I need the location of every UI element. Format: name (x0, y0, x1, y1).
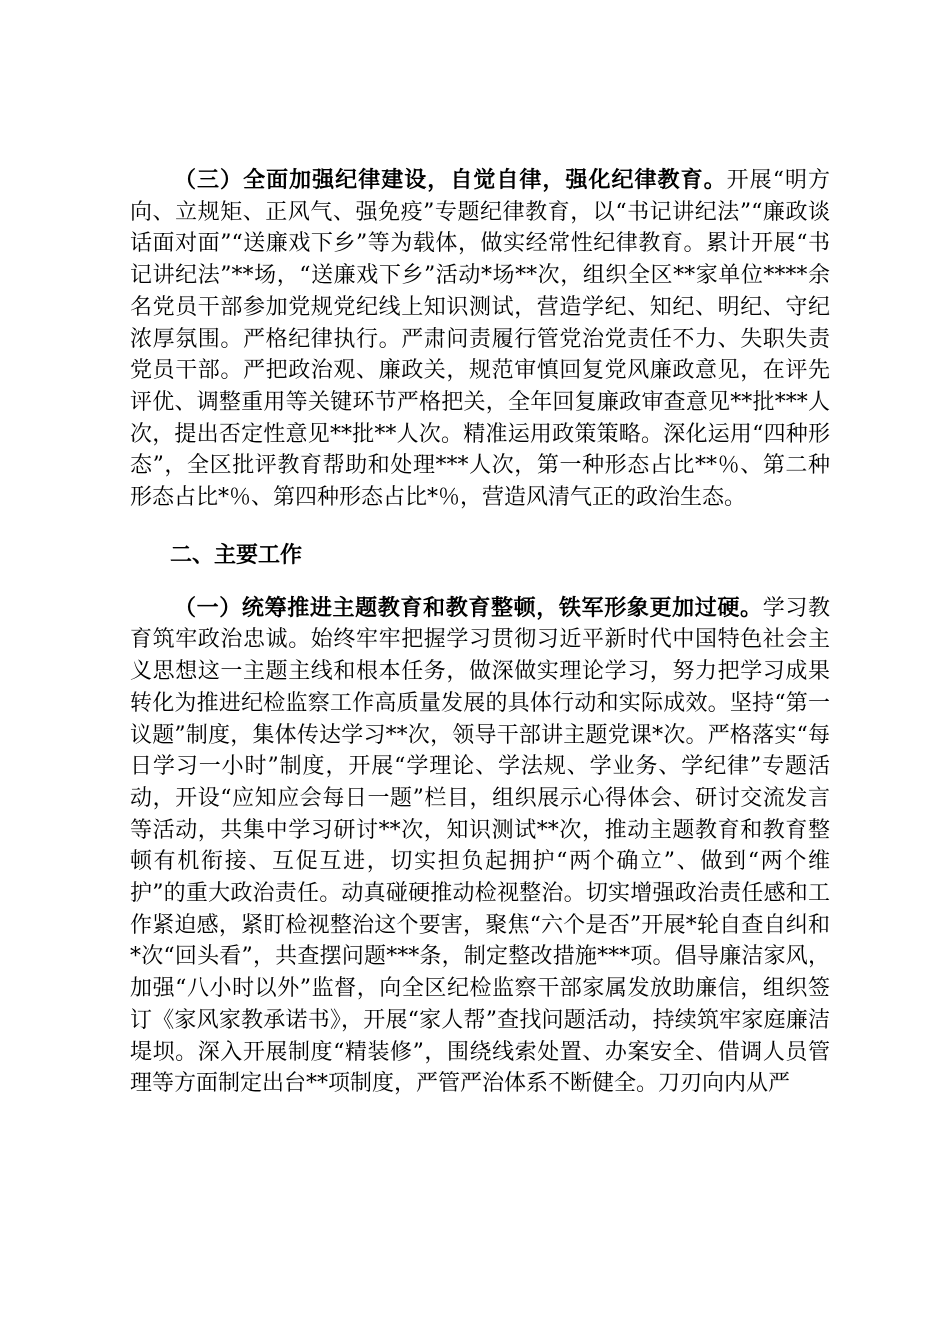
work-1-paragraph (130, 593, 830, 1100)
section-3-lead: （三）全面加强纪律建设，自觉自律，强化纪律教育。 (174, 168, 727, 193)
section-3-body: 开展“明方向、立规矩、正风气、强免疫”专题纪律教育，以“书记讲纪法”“廉政谈话面对面”“送廉戏下乡”等为载体，做实经常性纪律教育。累计开展“书记讲纪法”**场，“送廉戏下乡”活动*场**次，组织全区**家单位****余名党员干部参加党规党纪线上知识测试，营造学纪、知纪、明纪、守纪浓厚氛围。严格纪律执行。严肃问责履行管党治党责任不力、失职失责党员干部。严把政治观、廉政关，规范审慎回复党风廉政意见，在评先评优、调整重用等关键环节严格把关，全年回复廉政审查意见**批***人次，提出否定性意见**批**人次。精准运用政策策略。深化运用“四种形态”，全区批评教育帮助和处理***人次，第一种形态占比**％、第二种形态占比*％、第四种形态占比*％，营造风清气正的政治生态。 (130, 168, 830, 511)
work-1-lead: （一）统筹推进主题教育和教育整顿，铁军形象更加过硬。 (174, 595, 763, 621)
section-3-paragraph (130, 165, 830, 514)
heading-main-work: 二、主要工作 (170, 542, 303, 568)
document-page (130, 165, 830, 1100)
work-1-body: 学习教育筑牢政治忠诚。始终牢牢把握学习贯彻习近平新时代中国特色社会主义思想这一主题主线和根本任务，做深做实理论学习，努力把学习成果转化为推进纪检监察工作高质量发展的具体行动和实际成效。坚持“第一议题”制度，集体传达学习**次，领导干部讲主题党课*次。严格落实“每日学习一小时”制度，开展“学理论、学法规、学业务、学纪律”专题活动，开设“应知应会每日一题”栏目，组织展示心得体会、研讨交流发言等活动，共集中学习研讨**次，知识测试**次，推动主题教育和教育整顿有机衔接、互促互进，切实担负起拥护“两个确立”、做到“两个维护”的重大政治责任。动真碰硬推动检视整治。切实增强政治责任感和工作紧迫感，紧盯检视整治这个要害，聚焦“六个是否”开展*轮自查自纠和*次“回头看”，共查摆问题***条，制定整改措施***项。倡导廉洁家风，加强“八小时以外”监督，向全区纪检监察干部家属发放助廉信，组织签订《家风家教承诺书》，开展“家人帮”查找问题活动，持续筑牢家庭廉洁堤坝。深入开展制度“精装修”，围绕线索处置、办案安全、借调人员管理等方面制定出台**项制度，严管严治体系不断健全。刀刃向内从严 (130, 595, 830, 1097)
